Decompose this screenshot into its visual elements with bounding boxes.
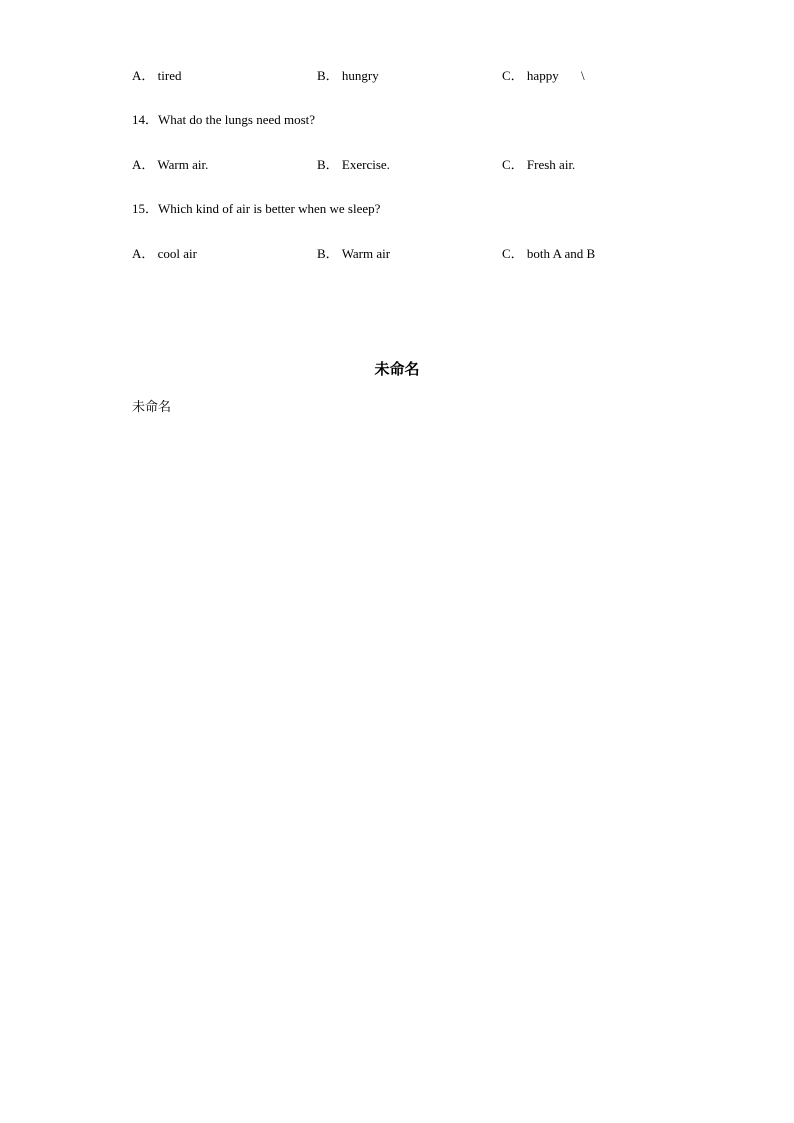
option-a: A． Warm air. bbox=[132, 157, 209, 172]
question-text: Which kind of air is better when we sleep? bbox=[158, 201, 381, 216]
option-b: B． hungry bbox=[317, 68, 379, 83]
option-a: A． cool air bbox=[132, 246, 197, 261]
question-15 bbox=[132, 200, 692, 218]
stray-backslash-mark: \ bbox=[581, 68, 585, 83]
question-number: 14． bbox=[132, 112, 159, 127]
option-c: C． Fresh air. bbox=[502, 157, 576, 172]
section-body: 未命名 bbox=[132, 400, 172, 415]
question-14-options bbox=[132, 156, 692, 174]
question-14 bbox=[132, 111, 692, 129]
question-15-options bbox=[132, 245, 692, 263]
question-number: 15． bbox=[132, 201, 159, 216]
option-a: A． tired bbox=[132, 68, 182, 83]
section-title: 未命名 bbox=[374, 360, 420, 378]
option-c: C． both A and B bbox=[502, 246, 596, 261]
question-text: What do the lungs need most? bbox=[158, 112, 316, 127]
option-c: C． happy bbox=[502, 68, 559, 83]
option-b: B． Warm air bbox=[317, 246, 391, 261]
option-b: B． Exercise. bbox=[317, 157, 390, 172]
question-13-options bbox=[132, 67, 692, 85]
